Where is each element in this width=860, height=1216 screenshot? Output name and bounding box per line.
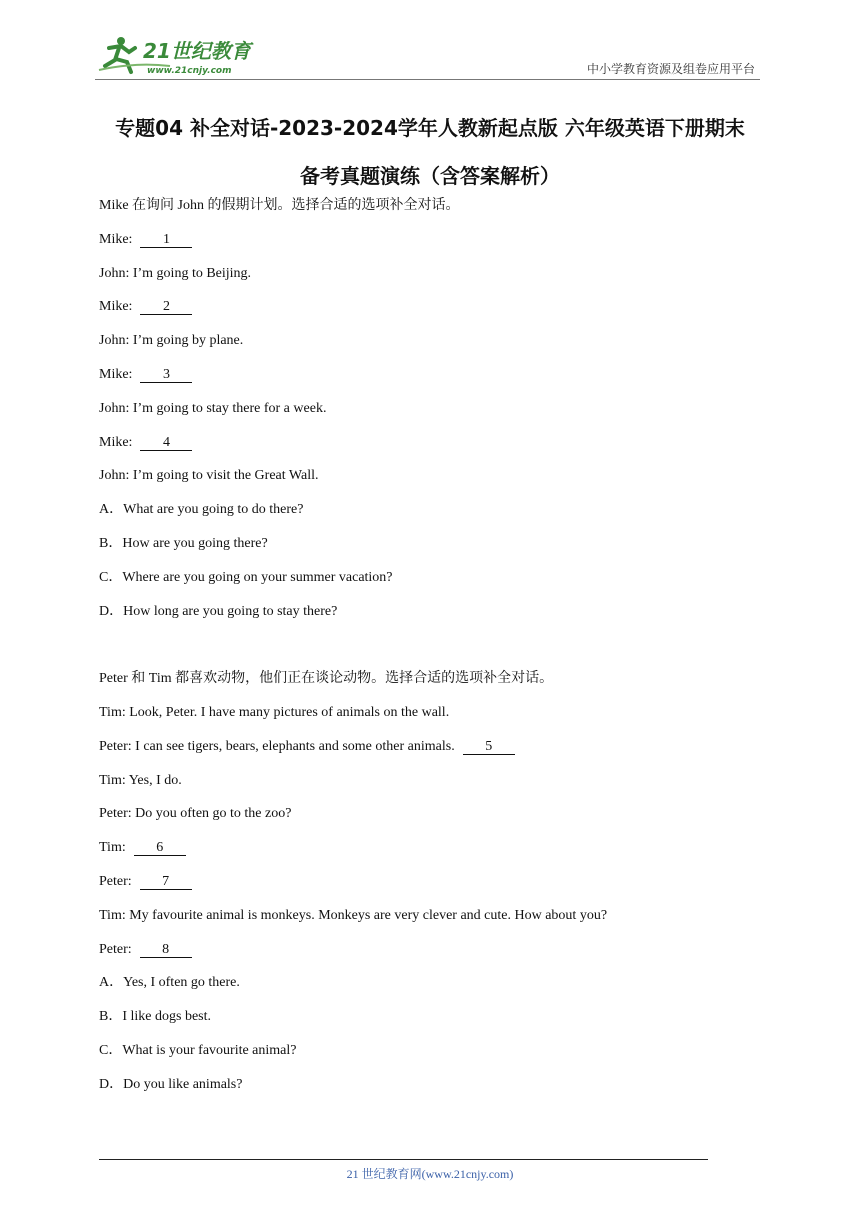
page-title (90, 104, 770, 200)
answer-blank[interactable]: 2 (140, 299, 192, 315)
dialog-text: John: I’m going to stay there for a week. (99, 400, 327, 416)
header-divider (95, 79, 760, 80)
answer-blank[interactable]: 7 (140, 874, 192, 890)
dialog-line (99, 433, 779, 467)
dialog-line (99, 906, 779, 940)
dialog-text: Tim: (99, 840, 126, 856)
section-gap (99, 635, 779, 669)
dialog-text: Tim: Yes, I do. (99, 772, 182, 788)
option-item: A．What are you going to do there? (99, 502, 304, 518)
option-item: B．How are you going there? (99, 535, 268, 551)
dialog-text: Peter: (99, 941, 132, 957)
answer-blank[interactable]: 5 (463, 739, 515, 755)
dialog-line (99, 940, 779, 974)
section1-dialog (99, 230, 779, 500)
section1-options (99, 500, 779, 635)
title-line-2: 备考真题演练（含答案解析） (300, 164, 560, 188)
dialog-line (99, 737, 779, 771)
dialog-line (99, 771, 779, 805)
dialog-line (99, 230, 779, 264)
logo-text: 21世纪教育 (143, 39, 251, 63)
dialog-text: Mike: (99, 434, 133, 450)
answer-blank[interactable]: 6 (134, 840, 186, 856)
platform-label: 中小学教育资源及组卷应用平台 (586, 62, 755, 76)
dialog-text: Mike: (99, 231, 133, 247)
footer-divider (99, 1159, 708, 1160)
logo-url: www.21cnjy.com (147, 66, 232, 76)
logo (95, 32, 265, 78)
footer-text: 21 世纪教育网(www.21cnjy.com) (346, 1167, 514, 1181)
option-item: B．I like dogs best. (99, 1009, 211, 1025)
section2-intro: Peter 和 Tim 都喜欢动物，他们正在谈论动物。选择合适的选项补全对话。 (99, 671, 554, 687)
dialog-text: John: I’m going to visit the Great Wall. (99, 468, 319, 484)
dialog-text: Peter: (99, 873, 132, 889)
runner-logo-icon (95, 32, 265, 78)
dialog-text: Tim: My favourite animal is monkeys. Monkeys are very clever and cute. How about you? (99, 907, 608, 923)
title-line-1: 专题04 补全对话-2023-2024学年人教新起点版 六年级英语下册期末 (115, 116, 745, 140)
dialog-text: Mike: (99, 366, 133, 382)
dialog-text: Peter: Do you often go to the zoo? (99, 806, 292, 822)
dialog-line (99, 297, 779, 331)
option-item: C．Where are you going on your summer vacation? (99, 569, 393, 585)
dialog-line (99, 872, 779, 906)
dialog-line (99, 838, 779, 872)
answer-blank[interactable]: 3 (140, 367, 192, 383)
dialog-text: John: I’m going to Beijing. (99, 265, 252, 281)
dialog-line (99, 264, 779, 298)
dialog-line (99, 331, 779, 365)
document-body (99, 196, 779, 1109)
section2-dialog (99, 703, 779, 973)
section1-intro: Mike 在询问 John 的假期计划。选择合适的选项补全对话。 (99, 198, 460, 213)
answer-blank[interactable]: 4 (140, 435, 192, 451)
answer-blank[interactable]: 1 (140, 232, 192, 248)
option-item: C．What is your favourite animal? (99, 1042, 297, 1058)
answer-blank[interactable]: 8 (140, 942, 192, 958)
page-header (95, 32, 760, 80)
dialog-line (99, 365, 779, 399)
section2-options (99, 973, 779, 1108)
option-item: D．How long are you going to stay there? (99, 603, 338, 619)
dialog-text: John: I’m going by plane. (99, 333, 244, 349)
dialog-line (99, 804, 779, 838)
dialog-line (99, 703, 779, 737)
dialog-line (99, 466, 779, 500)
dialog-text: Tim: Look, Peter. I have many pictures of animals on the wall. (99, 704, 450, 720)
option-item: D．Do you like animals? (99, 1076, 243, 1092)
dialog-line (99, 399, 779, 433)
option-item: A．Yes, I often go there. (99, 975, 240, 991)
dialog-text: Mike: (99, 299, 133, 315)
dialog-text: Peter: I can see tigers, bears, elephants and some other animals. (99, 738, 455, 754)
